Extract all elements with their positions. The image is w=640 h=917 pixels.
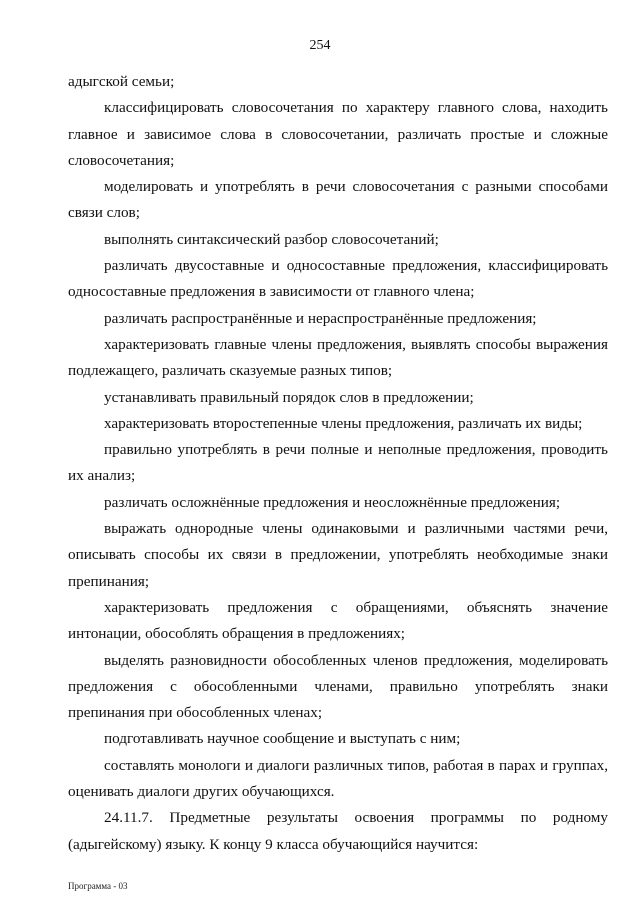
section-heading-paragraph: 24.11.7. Предметные результаты освоения программы по родному (адыгейскому) языку. К концу 9 класса обучающийся научится: <box>68 809 608 853</box>
paragraph: составлять монологи и диалоги различных типов, работая в парах и группах, оценивать диалоги других обучающихся. <box>68 756 608 801</box>
paragraph: характеризовать главные члены предложения, выявлять способы выражения подлежащего, различать сказуемые разных типов; <box>68 335 608 380</box>
paragraph: правильно употреблять в речи полные и неполные предложения, проводить их анализ; <box>68 441 608 485</box>
body-text <box>68 69 608 858</box>
paragraph: характеризовать предложения с обращениями, объяснять значение интонации, обособлять обращения в предложениях; <box>68 598 608 643</box>
paragraph: различать распространённые и нераспространённые предложения; <box>104 309 537 327</box>
paragraph-continuation: адыгской семьи; <box>68 73 175 90</box>
paragraph: классифицировать словосочетания по характеру главного слова, находить главное и зависимое слова в словосочетании, различать простые и сложные словосочетания; <box>68 99 608 169</box>
paragraph: моделировать и употреблять в речи словосочетания с разными способами связи слов; <box>68 178 608 222</box>
footer-label: Программа - 03 <box>68 881 128 891</box>
paragraph: различать осложнённые предложения и неосложнённые предложения; <box>104 493 561 511</box>
paragraph: выделять разновидности обособленных членов предложения, моделировать предложения с обособленными членами, правильно употреблять знаки препинания при обособленных членах; <box>68 651 608 722</box>
paragraph: устанавливать правильный порядок слов в предложении; <box>104 388 474 406</box>
paragraph: различать двусоставные и односоставные предложения, классифицировать односоставные предложения в зависимости от главного члена; <box>68 257 608 301</box>
paragraph: выражать однородные члены одинаковыми и различными частями речи, описывать способы их связи в предложении, употреблять необходимые знаки препинания; <box>68 520 608 590</box>
paragraph: характеризовать второстепенные члены предложения, различать их виды; <box>104 414 583 432</box>
paragraph: подготавливать научное сообщение и выступать с ним; <box>104 730 461 748</box>
paragraph: выполнять синтаксический разбор словосочетаний; <box>104 230 439 248</box>
page-number: 254 <box>309 38 331 53</box>
